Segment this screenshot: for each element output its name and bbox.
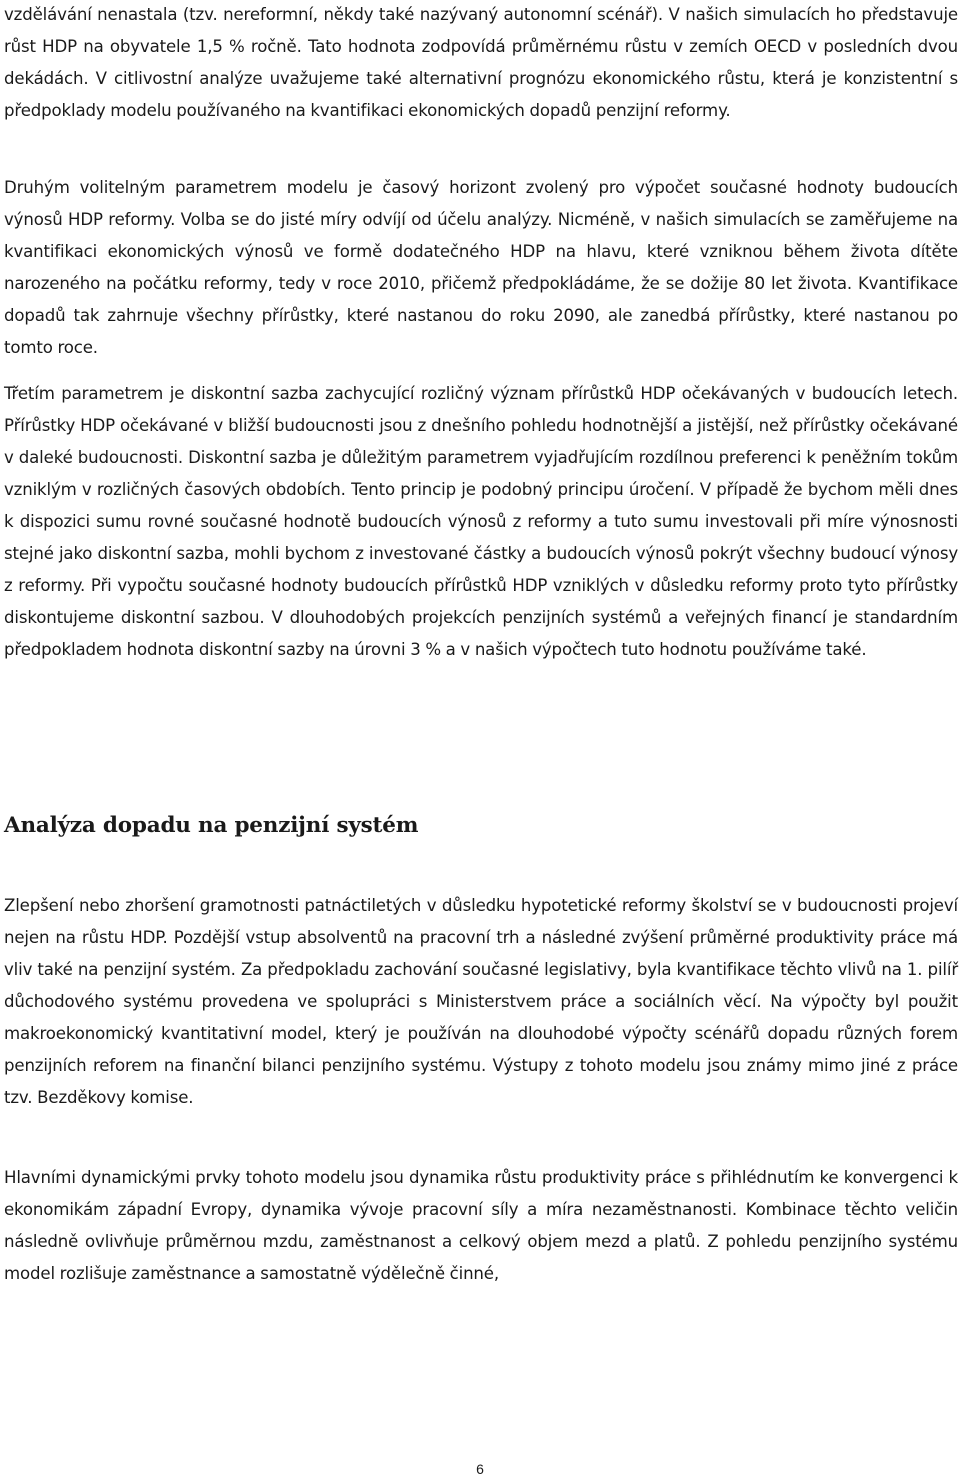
page-number: 6 bbox=[476, 1461, 484, 1477]
section-heading: Analýza dopadu na penzijní systém bbox=[4, 813, 419, 838]
body-paragraph-growth-assumption: vzdělávání nenastala (tzv. nereformní, někdy také nazývaný autonomní scénář). V našich simulacích ho představuje růst HDP na obyvatele 1,5 % ročně. Tato hodnota zodpovídá průměrnému růstu v zemích OECD v posledních dvou dekádách. V citlivostní analýze uvažujeme také alternativní prognózu ekonomického růstu, která je konzistentní s předpoklady modelu používaného na kvantifikaci ekonomických dopadů penzijní reformy. bbox=[4, 5, 958, 120]
body-paragraph-time-horizon: Druhým volitelným parametrem modelu je časový horizont zvolený pro výpočet současné hodnoty budoucích výnosů HDP reformy. Volba se do jisté míry odvíjí od účelu analýzy. Nicméně, v našich simulacích se zaměřujeme na kvantifikaci ekonomických výnosů ve formě dodatečného HDP na hlavu, které vzniknou během života dítěte narozeného na počátku reformy, tedy v roce 2010, přičemž předpokládáme, že se dožije 80 let života. Kvantifikace dopadů tak zahrnuje všechny přírůstky, které nastanou do roku 2090, ale zanedbá přírůstky, které nastanou po tomto roce. bbox=[4, 178, 958, 357]
body-paragraph-discount-rate: Třetím parametrem je diskontní sazba zachycující rozličný význam přírůstků HDP očekávaných v budoucích letech. Přírůstky HDP očekávané v bližší budoucnosti jsou z dnešního pohledu hodnotnější a jistější, než přírůstky očekávané v daleké budoucnosti. Diskontní sazba je důležitým parametrem vyjadřujícím rozdílnou preferenci k peněžním tokům vzniklým v rozličných časových obdobích. Tento princip je podobný principu úročení. V případě že bychom měli dnes k dispozici sumu rovné současné hodnotě budoucích výnosů z reformy a tuto sumu investovali při míre výnosnosti stejné jako diskontní sazba, mohli bychom z investované částky a budoucích výnosů pokrýt všechny budoucí výnosy z reformy. Při vypočtu současné hodnoty budoucích přírůstků HDP vzniklých v důsledku reformy proto tyto přírůstky diskontujeme diskontní sazbou. V dlouhodobých projekcích penzijních systémů a veřejných financí je standardním předpokladem hodnota diskontní sazby na úrovni 3 % a v našich výpočtech tuto hodnotu používáme také. bbox=[4, 384, 958, 659]
body-paragraph-pension-impact: Zlepšení nebo zhoršení gramotnosti patnáctiletých v důsledku hypotetické reformy školství se v budoucnosti projeví nejen na růstu HDP. Pozdější vstup absolventů na pracovní trh a následné zvýšení průměrné produktivity práce má vliv také na penzijní systém. Za předpokladu zachování současné legislativy, byla kvantifikace těchto vlivů na 1. pilíř důchodového systému provedena ve spolupráci s Ministerstvem práce a sociálních věcí. Na výpočty byl použit makroekonomický kvantitativní model, který je používán na dlouhodobé výpočty scénářů dopadu různých forem penzijních reforem na finanční bilanci penzijního systému. Výstupy z tohoto modelu jsou známy mimo jiné z práce tzv. Bezděkovy komise. bbox=[4, 896, 958, 1107]
body-paragraph-model-dynamics: Hlavními dynamickými prvky tohoto modelu jsou dynamika růstu produktivity práce s přihlédnutím ke konvergenci k ekonomikám západní Evropy, dynamika vývoje pracovní síly a míra nezaměstnanosti. Kombinace těchto veličin následně ovlivňuje průměrnou mzdu, zaměstnanost a celkový objem mezd a platů. Z pohledu penzijního systému model rozlišuje zaměstnance a samostatně výdělečně činné, bbox=[4, 1168, 958, 1283]
